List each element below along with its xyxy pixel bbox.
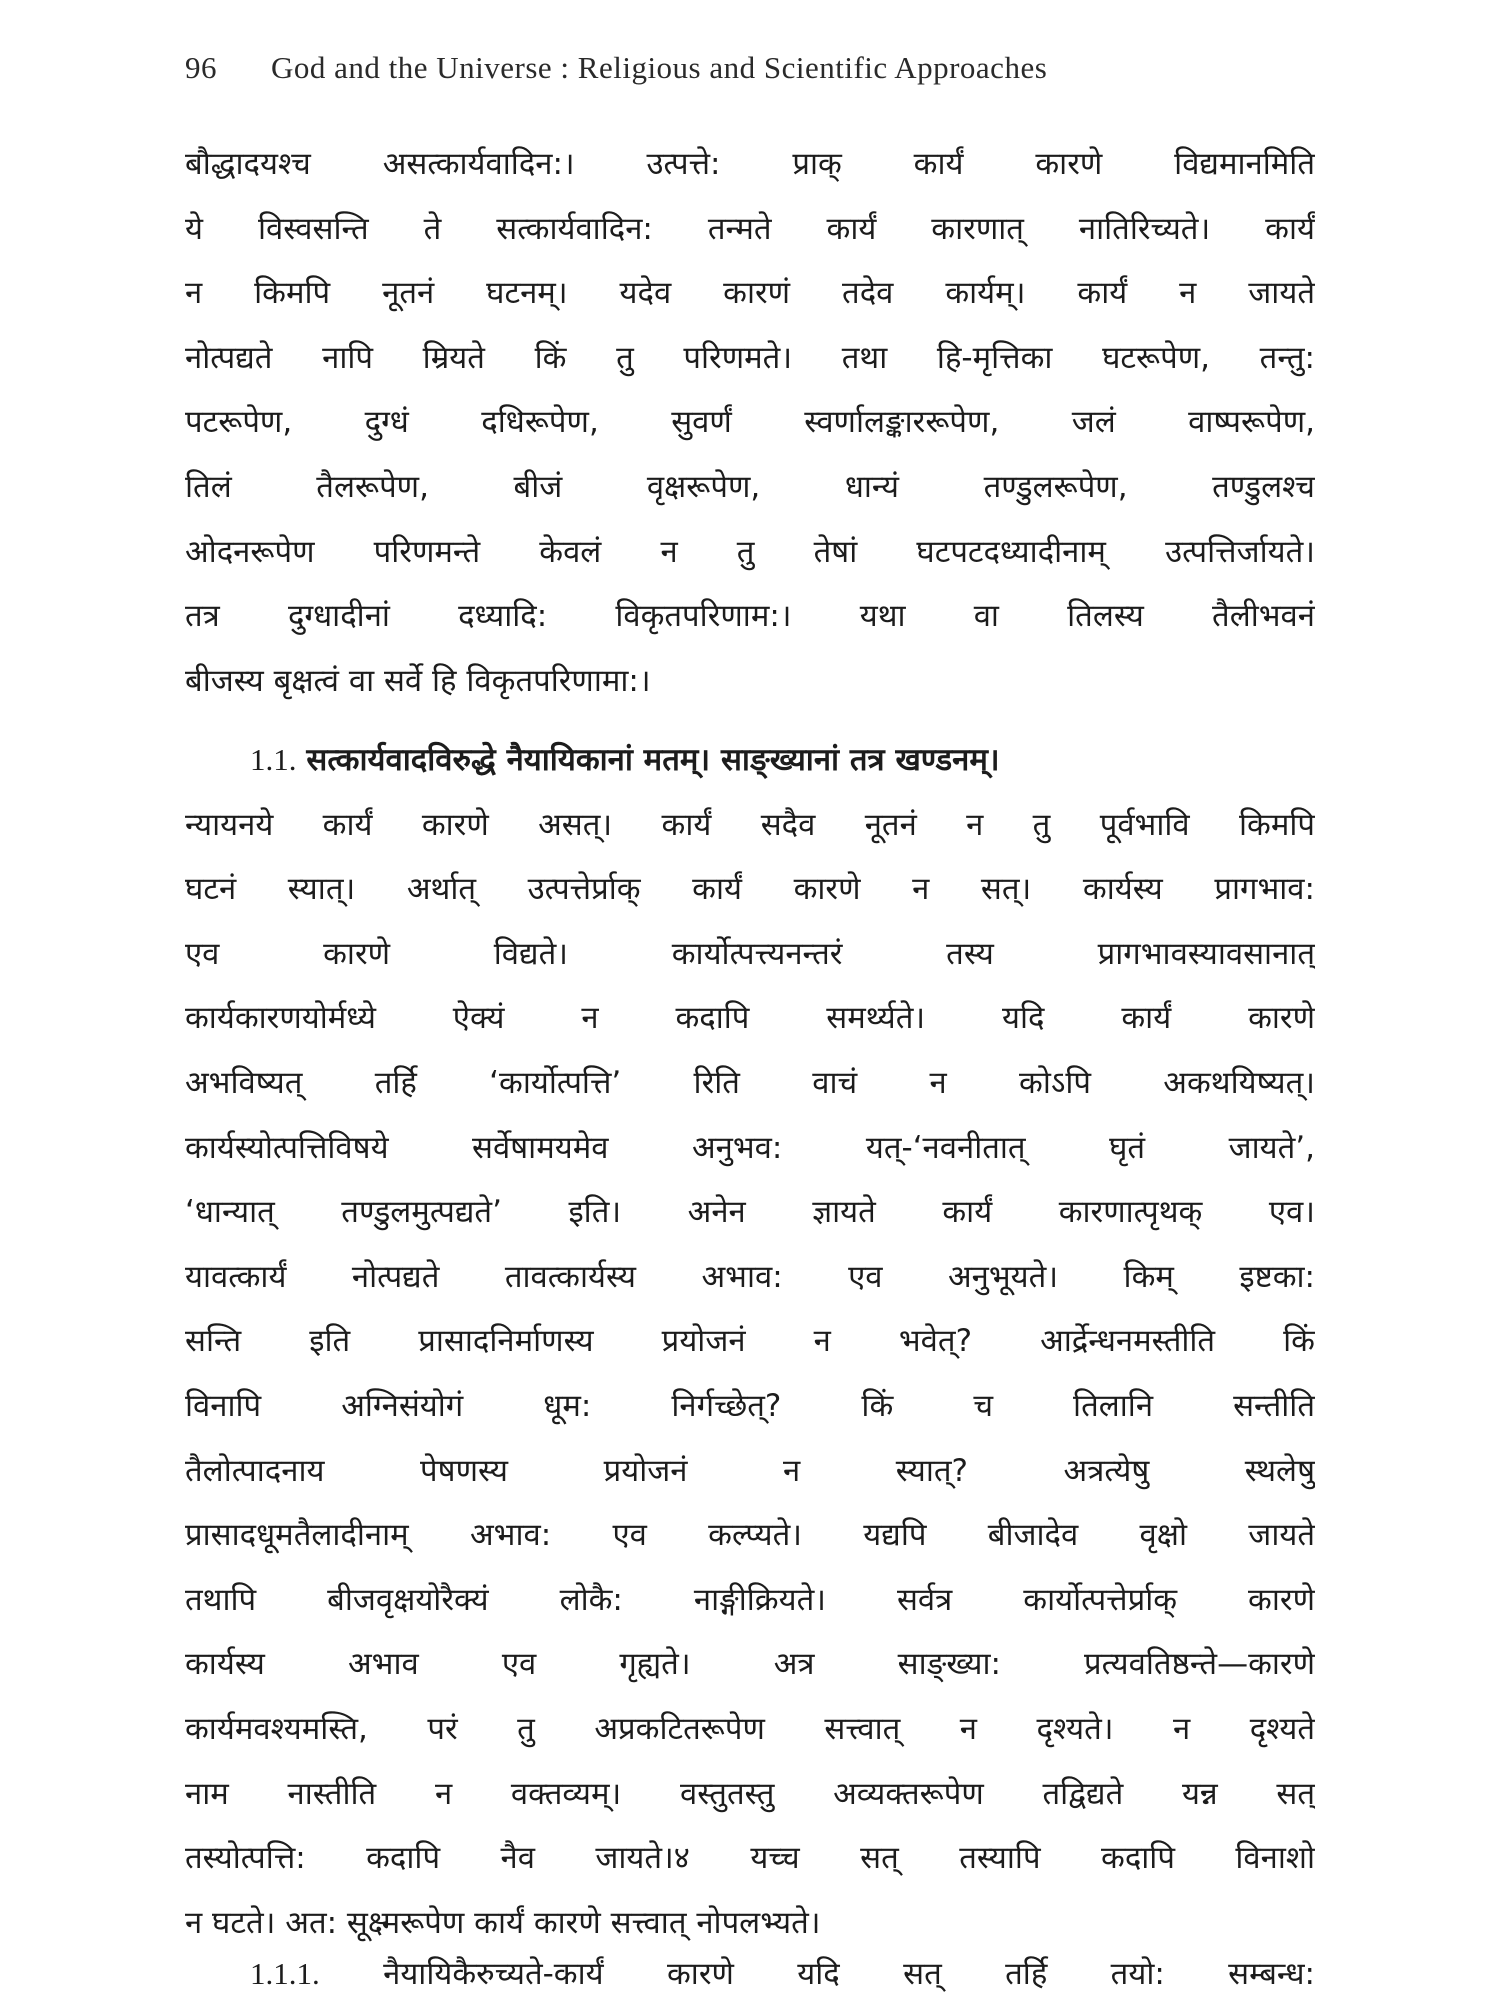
section-heading [185, 728, 1315, 793]
text-line: तिलं तैलरूपेण, बीजं वृक्षरूपेण, धान्यं तण्डुलरूपेण, तण्डुलश्च [185, 468, 1315, 505]
text-line: ये विस्वसन्ति ते सत्कार्यवादिन: तन्मते कार्यं कारणात् नातिरिच्यते। कार्यं [185, 210, 1315, 247]
text-line: घटनं स्यात्। अर्थात् उत्पत्तेर्प्राक् कार्यं कारणे न सत्। कार्यस्य प्रागभाव: [185, 871, 1315, 908]
text-line: नाम नास्तीति न वक्तव्यम्। वस्तुतस्तु अव्यक्तरूपेण तद्विद्यते यन्न सत् [185, 1775, 1315, 1812]
text-line: बौद्धादयश्च असत्कार्यवादिन:। उत्पत्ते: प्राक् कार्यं कारणे विद्यमानमिति [185, 146, 1315, 182]
text-line: एव कारणे विद्यते। कार्योत्पत्त्यनन्तरं तस्य प्रागभावस्यावसानात् [185, 935, 1315, 972]
text-line: कार्यकारणयोर्मध्ये ऐक्यं न कदापि समर्थ्यते। यदि कार्यं कारणे [185, 1000, 1315, 1037]
paragraph-intro [185, 132, 1315, 713]
text-line: ‘धान्यात् तण्डुलमुत्पद्यते’ इति। अनेन ज्ञायते कार्यं कारणात्पृथक् एव। [185, 1194, 1315, 1231]
text-line: तैलोत्पादनाय पेषणस्य प्रयोजनं न स्यात्? अत्रत्येषु स्थलेषु [185, 1452, 1315, 1489]
text-line: न्यायनये कार्यं कारणे असत्। कार्यं सदैव नूतनं न तु पूर्वभावि किमपि [185, 806, 1315, 843]
text-line: कार्यमवश्यमस्ति, परं तु अप्रकटितरूपेण सत्त्वात् न दृश्यते। न दृश्यते [185, 1710, 1315, 1747]
text-line: तथापि बीजवृक्षयोरैक्यं लोकै: नाङ्गीक्रियते। सर्वत्र कार्योत्पत्तेर्प्राक् कारणे [185, 1581, 1315, 1618]
section-1-1 [185, 728, 1315, 1955]
section-number: 1.1. [250, 742, 297, 777]
text-line: कार्यस्य अभाव एव गृह्यते। अत्र साङ्ख्या: प्रत्यवतिष्ठन्ते—कारणे [185, 1646, 1315, 1683]
running-header [185, 50, 1305, 86]
section-title: सत्कार्यवादविरुद्धे नैयायिकानां मतम्। साङ्ख्यानां तत्र खण्डनम्। [306, 742, 1000, 778]
text-line: तत्र दुग्धादीनां दध्यादि: विकृतपरिणाम:। यथा वा तिलस्य तैलीभवनं [185, 598, 1315, 635]
text-line: कार्यस्योत्पत्तिविषये सर्वेषामयमेव अनुभव: यत्-‘नवनीतात् घृतं जायते’, [185, 1129, 1315, 1166]
text-line: यावत्कार्यं नोत्पद्यते तावत्कार्यस्य अभाव: एव अनुभूयते। किम् इष्टका: [185, 1258, 1315, 1295]
text-line: अभविष्यत् तर्हि ‘कार्योत्पत्ति’ रिति वाचं न कोऽपि अकथयिष्यत्। [185, 1064, 1315, 1101]
text-line: विनापि अग्निसंयोगं धूम: निर्गच्छेत्? किं च तिलानि सन्तीति [185, 1387, 1315, 1424]
text-line: न घटते। अत: सूक्ष्मरूपेण कार्यं कारणे सत्त्वात् नोपलभ्यते। [185, 1904, 821, 1941]
text-line [185, 1942, 1315, 2007]
text-line: तस्योत्पत्ति: कदापि नैव जायते।४ यच्च सत् तस्यापि कदापि विनाशो [185, 1840, 1315, 1877]
section-text: नैयायिकैरुच्यते-कार्यं कारणे यदि सत् तर्हि तयो: सम्बन्ध: [383, 1956, 1315, 1992]
text-line: प्रासादधूमतैलादीनाम् अभाव: एव कल्प्यते। यद्यपि बीजादेव वृक्षो जायते [185, 1517, 1315, 1554]
text-line: सन्ति इति प्रासादनिर्माणस्य प्रयोजनं न भवेत्? आर्द्रेन्धनमस्तीति किं [185, 1323, 1315, 1360]
section-1-1-1 [185, 1942, 1315, 2007]
page-number: 96 [185, 50, 217, 85]
text-line: न किमपि नूतनं घटनम्। यदेव कारणं तदेव कार्यम्। कार्यं न जायते [185, 275, 1315, 312]
text-line: पटरूपेण, दुग्धं दधिरूपेण, सुवर्णं स्वर्णालङ्काररूपेण, जलं वाष्परूपेण, [185, 404, 1315, 441]
section-number: 1.1.1. [250, 1956, 320, 1991]
text-line: बीजस्य बृक्षत्वं वा सर्वे हि विकृतपरिणामा:। [185, 662, 651, 699]
running-title: God and the Universe : Religious and Scientific Approaches [271, 50, 1048, 85]
text-line: ओदनरूपेण परिणमन्ते केवलं न तु तेषां घटपटदध्यादीनाम् उत्पत्तिर्जायते। [185, 533, 1315, 570]
text-line: नोत्पद्यते नापि म्रियते किं तु परिणमते। तथा हि-मृत्तिका घटरूपेण, तन्तु: [185, 339, 1315, 376]
